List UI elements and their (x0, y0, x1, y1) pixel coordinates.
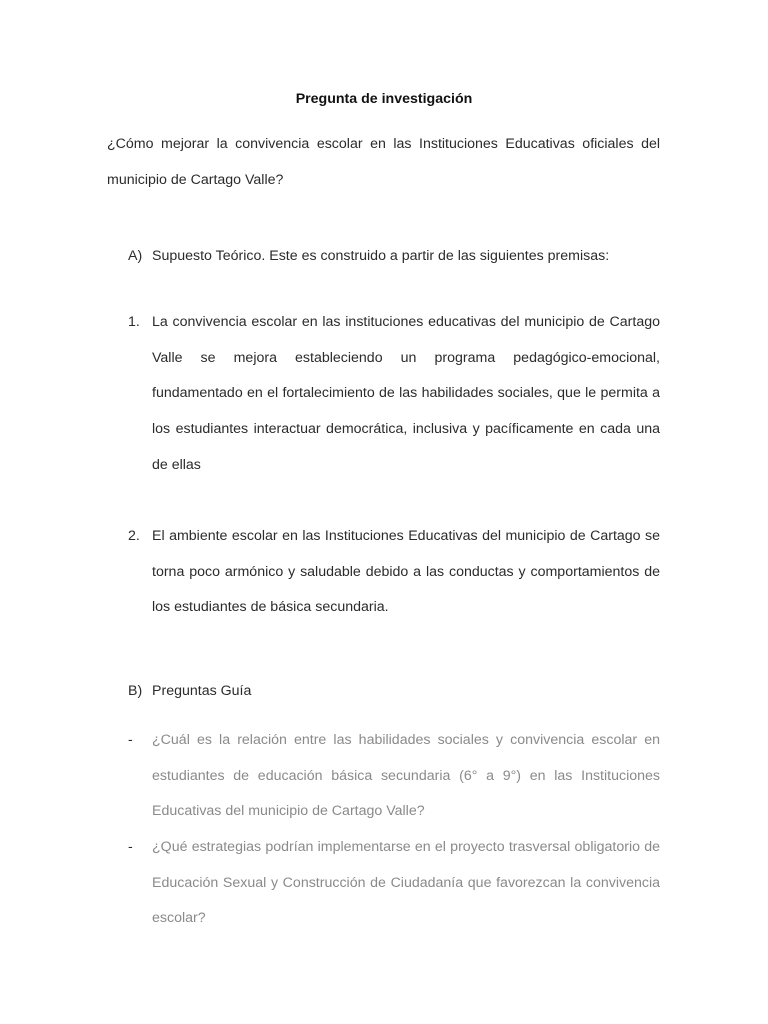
guide-question-1 (128, 723, 660, 830)
page-title: Pregunta de investigación (295, 91, 473, 107)
section-a-heading (128, 244, 660, 268)
guide-question-2 (128, 830, 660, 937)
research-question: ¿Cómo mejorar la convivencia escolar en las Instituciones Educativas oficiales del municipio de Cartago Valle? (107, 136, 660, 188)
section-b-marker: B) (128, 683, 143, 699)
section-a-marker: A) (128, 248, 143, 264)
section-a-text: Supuesto Teórico. Este es construido a partir de las siguientes premisas: (152, 248, 610, 264)
premise-item-2 (128, 519, 660, 626)
bullet-dash: - (128, 732, 133, 748)
premise-number: 2. (128, 528, 140, 544)
bullet-dash: - (128, 839, 133, 855)
premise-text: La convivencia escolar en las instituciones educativas del municipio de Cartago Valle se mejora estableciendo un programa pedagógico-emocional, fundamentado en el fortalecimiento de las habilidades sociales, que le permita a los estudiantes interactuar democrática, inclusiva y pacíficamente en cada una de ellas (152, 314, 660, 473)
guide-question-text: ¿Qué estrategias podrían implementarse en el proyecto trasversal obligatorio de Educación Sexual y Construcción de Ciudadanía que favorezcan la convivencia escolar? (152, 839, 660, 927)
premise-text: El ambiente escolar en las Instituciones Educativas del municipio de Cartago se torna poco armónico y saludable debido a las conductas y comportamientos de los estudiantes de básica secundaria. (152, 528, 660, 616)
premise-item-1 (128, 305, 660, 484)
section-b-heading (128, 679, 660, 703)
premise-number: 1. (128, 314, 140, 330)
section-b-text: Preguntas Guía (152, 683, 252, 699)
guide-question-text: ¿Cuál es la relación entre las habilidades sociales y convivencia escolar en estudiantes de educación básica secundaria (6° a 9°) en las Instituciones Educativas del municipio de Cartago Valle? (152, 732, 660, 820)
